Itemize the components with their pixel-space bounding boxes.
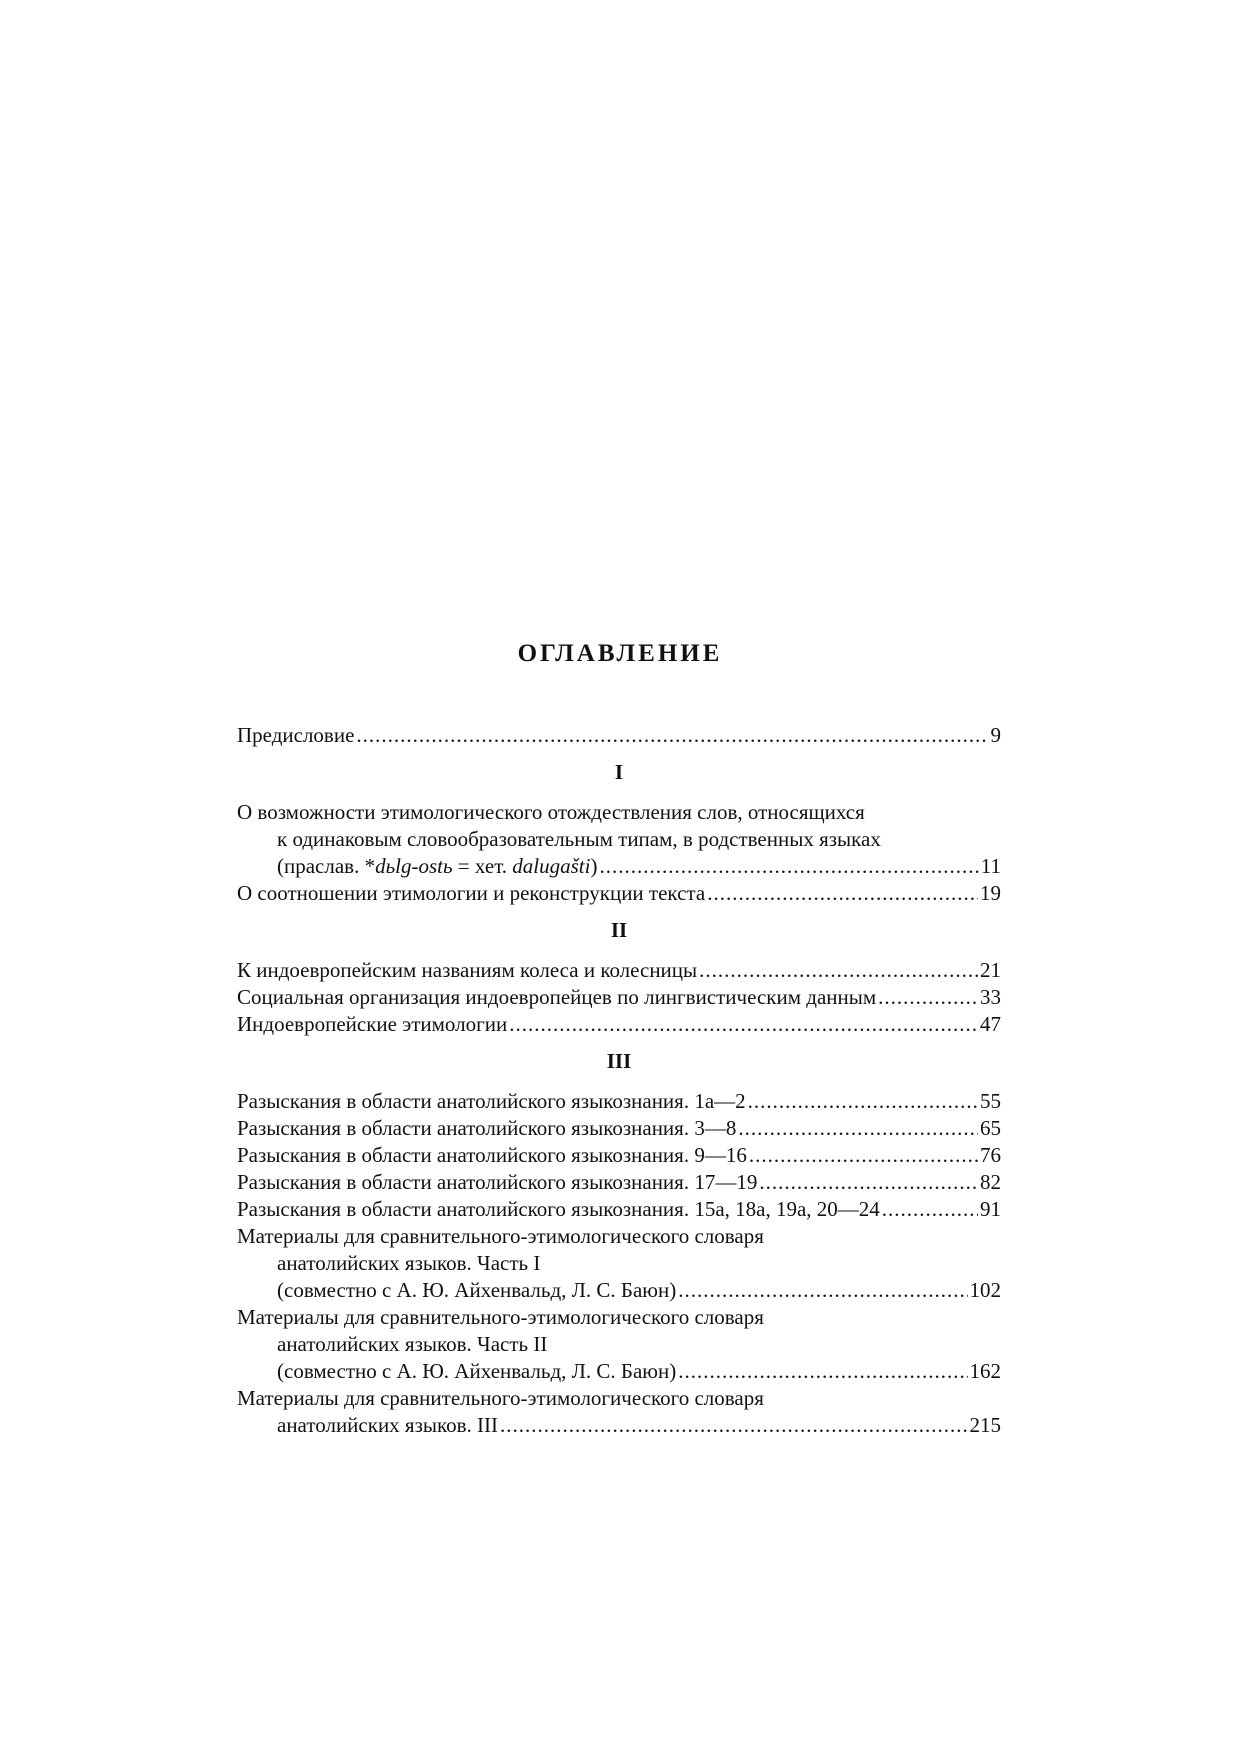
dot-leader bbox=[749, 1142, 978, 1169]
toc-entry bbox=[237, 1385, 1001, 1439]
dot-leader bbox=[748, 1088, 978, 1115]
toc-entry-title-line: О возможности этимологического отождествления слов, относящихся bbox=[237, 800, 865, 824]
toc-entry-title: К индоевропейским названиям колеса и колесницы bbox=[237, 958, 698, 982]
toc-entry-title: Предисловие bbox=[237, 723, 355, 747]
toc-text-suffix: ) bbox=[590, 854, 598, 878]
toc-entry-title-line: Материалы для сравнительного-этимологического словаря bbox=[237, 1386, 764, 1410]
toc-entry-title-line: к одинаковым словообразовательным типам, в родственных языках bbox=[277, 827, 881, 851]
toc-entry-title-line: Материалы для сравнительного-этимологического словаря bbox=[237, 1224, 764, 1248]
toc-entry-title-line: Материалы для сравнительного-этимологического словаря bbox=[237, 1305, 764, 1329]
toc-page-number: 55 bbox=[980, 1089, 1001, 1113]
dot-leader bbox=[678, 1277, 967, 1304]
toc-entry-title: Социальная организация индоевропейцев по лингвистическим данным bbox=[237, 985, 877, 1009]
toc-page-number: 9 bbox=[990, 723, 1001, 747]
toc-text-italic: dalugašti bbox=[512, 854, 591, 878]
toc-page-number: 102 bbox=[969, 1278, 1001, 1302]
toc-entry bbox=[237, 1142, 1001, 1169]
section-heading-2: II bbox=[610, 918, 628, 942]
toc-entry bbox=[237, 799, 1001, 880]
toc-entry bbox=[237, 957, 1001, 984]
dot-leader bbox=[759, 1169, 978, 1196]
toc-page-number: 215 bbox=[969, 1413, 1001, 1437]
toc-entry-title: О соотношении этимологии и реконструкции текста bbox=[237, 881, 706, 905]
toc-entry bbox=[237, 1115, 1001, 1142]
toc-entry-title: Индоевропейские этимологии bbox=[237, 1012, 508, 1036]
toc-entry-title: Разыскания в области анатолийского языкознания. 17—19 bbox=[237, 1170, 758, 1194]
toc-entry bbox=[237, 880, 1001, 907]
toc-entry bbox=[237, 1169, 1001, 1196]
toc-entry-title: Разыскания в области анатолийского языкознания. 1а—2 bbox=[237, 1089, 746, 1113]
toc-text-italic: dьlg-ostь bbox=[375, 854, 453, 878]
toc-page-number: 19 bbox=[980, 881, 1001, 905]
toc-entry bbox=[237, 984, 1001, 1011]
toc-page-number: 47 bbox=[980, 1012, 1001, 1036]
toc-page-number: 162 bbox=[969, 1359, 1001, 1383]
toc-entry bbox=[237, 1196, 1001, 1223]
page-title: ОГЛАВЛЕНИЕ bbox=[517, 640, 723, 667]
toc-text-prefix: (праслав. * bbox=[277, 854, 376, 878]
dot-leader bbox=[738, 1115, 978, 1142]
toc-text-middle: = хет. bbox=[452, 854, 513, 878]
toc-entry-title-line: (совместно с А. Ю. Айхенвальд, Л. С. Баюн) bbox=[277, 1359, 677, 1383]
section-heading-1: I bbox=[614, 760, 624, 784]
toc-entry-title-line: анатолийских языков. III bbox=[277, 1413, 499, 1437]
toc-entry bbox=[237, 1088, 1001, 1115]
toc-entry bbox=[237, 1304, 1001, 1385]
dot-leader bbox=[878, 984, 978, 1011]
toc-entry bbox=[237, 1011, 1001, 1038]
toc-page-number: 21 bbox=[980, 958, 1001, 982]
toc-entry-title-line: анатолийских языков. Часть II bbox=[277, 1332, 548, 1356]
dot-leader bbox=[882, 1196, 978, 1223]
toc-page-number: 76 bbox=[980, 1143, 1001, 1167]
toc-entry-preface bbox=[237, 722, 1001, 749]
toc-page-number: 91 bbox=[980, 1197, 1001, 1221]
toc-entry-title: Разыскания в области анатолийского языкознания. 3—8 bbox=[237, 1116, 737, 1140]
dot-leader bbox=[356, 722, 988, 749]
toc-page-number: 65 bbox=[980, 1116, 1001, 1140]
dot-leader bbox=[699, 957, 978, 984]
dot-leader bbox=[599, 853, 978, 880]
table-of-contents bbox=[237, 722, 1001, 1439]
toc-entry-title-line bbox=[277, 853, 597, 880]
toc-page-number: 82 bbox=[980, 1170, 1001, 1194]
toc-page-number: 11 bbox=[980, 854, 1001, 878]
toc-entry-title-line: (совместно с А. Ю. Айхенвальд, Л. С. Баюн) bbox=[277, 1278, 677, 1302]
dot-leader bbox=[500, 1412, 967, 1439]
dot-leader bbox=[678, 1358, 967, 1385]
section-heading-3: III bbox=[606, 1049, 632, 1073]
toc-entry bbox=[237, 1223, 1001, 1304]
dot-leader bbox=[707, 880, 978, 907]
dot-leader bbox=[509, 1011, 978, 1038]
toc-page-number: 33 bbox=[980, 985, 1001, 1009]
toc-entry-title: Разыскания в области анатолийского языкознания. 9—16 bbox=[237, 1143, 747, 1167]
toc-entry-title-line: анатолийских языков. Часть I bbox=[277, 1251, 541, 1275]
toc-entry-title: Разыскания в области анатолийского языкознания. 15а, 18а, 19а, 20—24 bbox=[237, 1197, 880, 1221]
